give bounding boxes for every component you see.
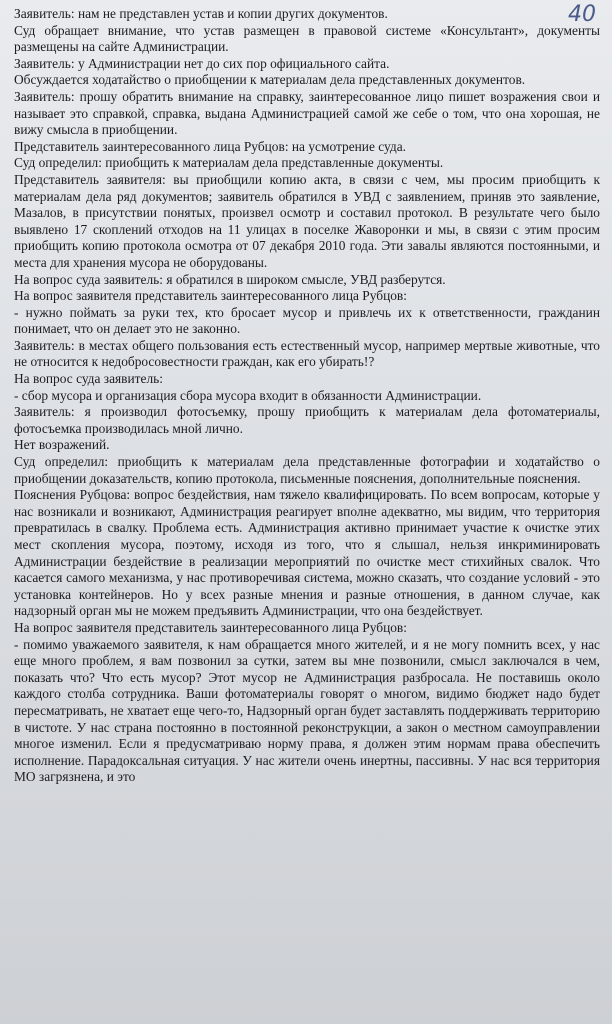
paragraph: Суд определил: приобщить к материалам дела представленные документы.	[14, 155, 444, 171]
paragraph: На вопрос заявителя представитель заинтересованного лица Рубцов:	[14, 619, 407, 635]
paragraph: Заявитель: у Администрации нет до сих пор официального сайта.	[14, 55, 390, 71]
document-body	[14, 6, 600, 786]
paragraph: Заявитель: прошу обратить внимание на справку, заинтересованное лицо пишет возражения свои и называет это справкой, справка, выдана Администрацией самой же себе о том, что она хорошая, не вижу смысла в приобщении.	[14, 88, 600, 138]
paragraph: Нет возражений.	[14, 437, 110, 453]
paragraph: На вопрос суда заявитель: я обратился в широком смысле, УВД разберутся.	[14, 271, 446, 287]
page-number: 40	[568, 2, 596, 27]
paragraph: - помимо уважаемого заявителя, к нам обращается много жителей, и я не могу помнить всех, у нас еще много проблем, я вам позвонил за сутки, затем вы мне позвонили, смысл заключался в чем, показать что? Что есть мусор? Этот мусор не Администрация разбросала. Не поставишь около каждого столба сотрудника. Ваши фотоматериалы говорят о многом, видимо бюджет надо будет пересматривать, не хватает еще чего-то, Надзорный орган будет заставлять поддерживать территорию в чистоте. У нас страна постоянно в постоянной реконструкции, а закон о местном самоуправлении многое изменил. Если я предусматриваю норму права, я должен этим нормам права обеспечить исполнение. Парадоксальная ситуация. У нас жители очень инертны, пассивны. У нас вся территория МО загрязнена, и это	[14, 636, 600, 785]
paragraph: Представитель заявителя: вы приобщили копию акта, в связи с чем, мы просим приобщить к материалам дела ряд документов; заявитель обратился в УВД с заявлением, приняв это заявление, Мазалов, в присутствии понятых, произвел осмотр и составил протокол. В результате чего было выявлено 17 скоплений отходов на 11 улицах в поселке Жаворонки и мы, в связи с этим просим приобщить копию протокола осмотра от 07 декабря 2010 года. Эти завалы являются постоянными, и места для хранения мусора не оборудованы.	[14, 171, 600, 270]
paragraph: - сбор мусора и организация сбора мусора входит в обязанности Администрации.	[14, 387, 482, 403]
paragraph: Заявитель: нам не представлен устав и копии других документов.	[14, 6, 388, 21]
paragraph: На вопрос суда заявитель:	[14, 371, 163, 387]
paragraph: Суд обращает внимание, что устав размещен в правовой системе «Консультант», документы размещены на сайте Администрации.	[14, 22, 600, 55]
paragraph: Пояснения Рубцова: вопрос бездействия, нам тяжело квалифицировать. По всем вопросам, которые у нас возникали и возникают, Администрация реагирует вполне адекватно, мы видим, что территория превратилась в свалку. Проблема есть. Администрация активно принимает участие к очистке этих мест скопления мусора, поэтому, исходя из того, что я слышал, нельзя инкриминировать Администрации бездействие в реализации мероприятий по очистке мест стихийных свалок. Что касается самого механизма, у нас противоречивая система, можно сказать, что создание условий - это установка контейнеров. Но у всех разные мнения и разные отношения, в данном случае, как надзорный орган мы не можем предъявить Администрации, что она бездействует.	[14, 487, 600, 619]
paragraph: Обсуждается ходатайство о приобщении к материалам дела представленных документов.	[14, 72, 526, 88]
paragraph: Заявитель: в местах общего пользования есть естественный мусор, например мертвые животные, что не относится к недобросовестности граждан, как его убирать!?	[14, 337, 600, 370]
paragraph: На вопрос заявителя представитель заинтересованного лица Рубцов:	[14, 288, 407, 304]
paragraph: Представитель заинтересованного лица Рубцов: на усмотрение суда.	[14, 138, 406, 154]
paragraph: Заявитель: я производил фотосъемку, прошу приобщить к материалам дела фотоматериалы, фотосъемка производилась мной лично.	[14, 404, 600, 436]
paragraph: Суд определил: приобщить к материалам дела представленные фотографии и ходатайство о приобщении доказательств, копию протокола, письменные пояснения, дополнительные пояснения.	[14, 454, 600, 486]
paragraph: - нужно поймать за руки тех, кто бросает мусор и привлечь их к ответственности, гражданин понимает, что он делает это не законно.	[14, 304, 600, 337]
